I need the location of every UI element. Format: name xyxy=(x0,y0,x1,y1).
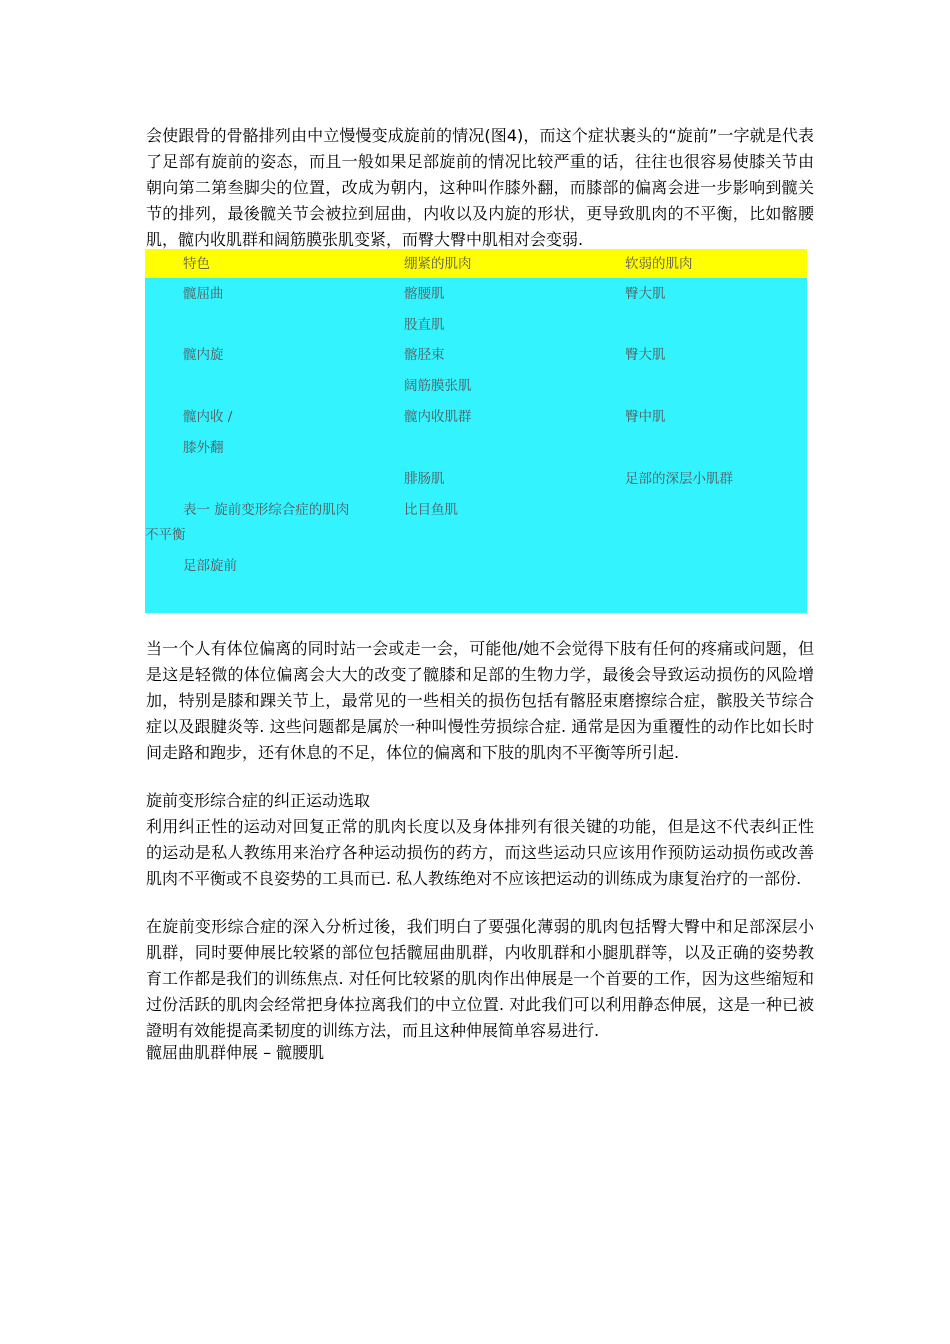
table-header-weak-muscles: 软弱的肌肉 xyxy=(625,256,693,272)
table-header-row xyxy=(145,249,807,278)
table-cell-tight-muscle: 股直肌 xyxy=(404,317,445,333)
table-caption: 表一 旋前变形综合症的肌肉 xyxy=(183,502,350,518)
table-cell-tight-muscle: 髂胫束 xyxy=(404,347,445,363)
table-cell-feature: 膝外翻 xyxy=(183,440,224,456)
table-header-tight-muscles: 绷紧的肌肉 xyxy=(404,256,472,272)
muscle-imbalance-table xyxy=(145,249,807,613)
table-header-feature: 特色 xyxy=(183,256,210,272)
table-cell-weak-muscle: 臀大肌 xyxy=(625,347,666,363)
paragraph-injury-risk: 当一个人有体位偏离的同时站一会或走一会，可能他/她不会觉得下肢有任何的疼痛或问题，但是这是轻微的体位偏离会大大的改变了髋膝和足部的生物力学，最後会导致运动损伤的风险增加，特别是膝和踝关节上，最常见的一些相关的损伤包括有髂胫束磨擦综合症，髌股关节综合症以及跟腱炎等. 这些问题都是属於一种叫慢性劳损综合症. 通常是因为重覆性的动作比如长时间走路和跑步，还有休息的不足，体位的偏离和下肢的肌肉不平衡等所引起. xyxy=(146,639,814,762)
table-cell-weak-muscle: 足部的深层小肌群 xyxy=(625,471,733,487)
table-cell-tight-muscle: 阔筋膜张肌 xyxy=(404,378,472,394)
table-cell-tight-muscle: 腓肠肌 xyxy=(404,471,445,487)
section-heading-hip-flexor-stretch: 髋屈曲肌群伸展 – 髋腰肌 xyxy=(146,1043,325,1062)
paragraph-training-focus: 在旋前变形综合症的深入分析过後，我们明白了要强化薄弱的肌肉包括臀大臀中和足部深层小肌群，同时要伸展比较紧的部位包括髋屈曲肌群，内收肌群和小腿肌群等，以及正确的姿势教育工作都是我们的训练焦点. 对任何比较紧的肌肉作出伸展是一个首要的工作，因为这些缩短和过份活跃的肌肉会经常把身体拉离我们的中立位置. 对此我们可以利用静态伸展，这是一种已被證明有效能提高柔韧度的训练方法，而且这种伸展简单容易进行. xyxy=(146,917,814,1040)
table-cell-tight-muscle: 比目鱼肌 xyxy=(404,502,458,518)
table-cell-weak-muscle: 臀中肌 xyxy=(625,409,666,425)
table-cell-feature: 髋屈曲 xyxy=(183,286,224,302)
section-heading-corrective-exercise: 旋前变形综合症的纠正运动选取 xyxy=(146,791,371,810)
table-caption-continued: 不平衡 xyxy=(145,527,186,543)
table-cell-feature: 髋内收 / xyxy=(183,409,233,425)
table-cell-feature: 足部旋前 xyxy=(183,558,237,574)
paragraph-pronation-description: 会使跟骨的骨骼排列由中立慢慢变成旋前的情况(图4)，而这个症状裹头的“旋前”一字就是代表了足部有旋前的姿态，而且一般如果足部旋前的情况比较严重的话，往往也很容易使膝关节由朝向第二第叁脚尖的位置，改成为朝内，这种叫作膝外翻，而膝部的偏离会进一步影响到髋关节的排列，最後髋关节会被拉到屈曲，内收以及内旋的形状，更导致肌肉的不平衡，比如髂腰肌，髋内收肌群和阔筋膜张肌变紧，而臀大臀中肌相对会变弱. xyxy=(146,126,814,249)
table-cell-tight-muscle: 髋内收肌群 xyxy=(404,409,472,425)
table-cell-feature: 髋内旋 xyxy=(183,347,224,363)
table-cell-tight-muscle: 髂腰肌 xyxy=(404,286,445,302)
table-cell-weak-muscle: 臀大肌 xyxy=(625,286,666,302)
paragraph-corrective-exercise: 利用纠正性的运动对回复正常的肌肉长度以及身体排列有很关键的功能，但是这不代表纠正性的运动是私人教练用来治疗各种运动损伤的药方，而这些运动只应该用作预防运动损伤或改善肌肉不平衡或不良姿势的工具而已. 私人教练绝对不应该把运动的训练成为康复治疗的一部份. xyxy=(146,817,814,888)
